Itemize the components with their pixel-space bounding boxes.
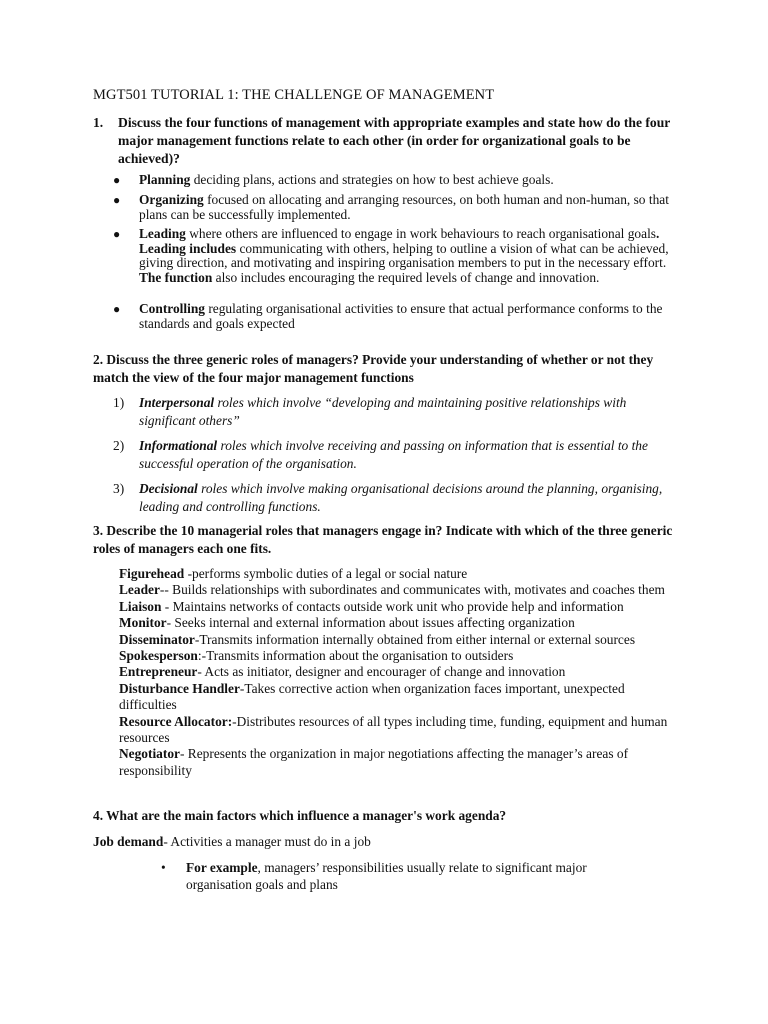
example-description: , managers’ responsibilities usually relate to significant major organisation goals and plans: [186, 860, 587, 892]
role-description: roles which involve “developing and maintaining positive relationships with significant others”: [139, 395, 627, 428]
question-1-text: Discuss the four functions of management with appropriate examples and state how do the four major management functions relate to each other (in order for organizational goals to be achieved)?: [118, 115, 671, 166]
function-emphasis: . Leading includes: [139, 226, 660, 256]
job-demand-term: Job demand: [93, 834, 164, 849]
role-term: Informational: [139, 438, 218, 453]
role-term: Liaison: [119, 598, 162, 614]
role-description: -Distributes resources of all types including time, funding, equipment and human resources: [119, 713, 668, 746]
question-3: 3. Describe the 10 managerial roles that managers engage in? Indicate with which of the three generic roles of managers each one fits.: [93, 523, 673, 556]
function-description: also includes encouraging the required levels of change and innovation.: [212, 269, 600, 285]
role-term: Resource Allocator:: [119, 713, 233, 729]
bullet-icon: ●: [113, 173, 121, 187]
function-description: where others are influenced to engage in work behaviours to reach organisational goals: [185, 226, 657, 241]
role-term: Interpersonal: [139, 395, 215, 410]
role-number: 1): [113, 395, 125, 410]
function-description: focused on allocating and arranging resources, on both human and non-human, so that plans can be successfully implemented.: [139, 192, 669, 222]
function-emphasis: The function: [139, 269, 213, 285]
managerial-role: [119, 632, 674, 648]
role-term: Disturbance Handler: [119, 680, 240, 696]
role-term: Negotiator: [119, 746, 180, 762]
role-description: -Takes corrective action when organization faces important, unexpected difficulties: [119, 680, 625, 713]
role-description: - Maintains networks of contacts outside work unit who provide help and information: [161, 598, 624, 614]
role-term: Decisional: [139, 481, 198, 496]
managerial-roles-list: [119, 566, 674, 779]
bullet-icon: ●: [113, 302, 121, 316]
function-description: communicating with others, helping to outline a vision of what can be achieved, giving direction, and motivating and inspiring organisation members to put in the necessary effort.: [139, 240, 669, 271]
role-description: - Acts as initiator, designer and encourager of change and innovation: [197, 664, 566, 680]
function-description: deciding plans, actions and strategies on how to best achieve goals.: [190, 172, 554, 187]
managerial-role: [119, 566, 674, 582]
role-term: Figurehead: [119, 566, 185, 581]
managerial-role: [119, 664, 674, 680]
role-term: Leader: [119, 582, 160, 598]
job-demand-description: - Activities a manager must do in a job: [163, 834, 371, 849]
role-number: 2): [113, 438, 125, 453]
question-1-number: 1.: [93, 115, 104, 130]
function-term: Controlling: [139, 301, 205, 316]
managerial-role: [119, 582, 674, 598]
managerial-role: [119, 615, 674, 631]
managerial-role: [119, 746, 674, 779]
managerial-role: [119, 599, 674, 615]
bullet-icon: ●: [113, 193, 121, 207]
page-title: MGT501 TUTORIAL 1: THE CHALLENGE OF MANAGEMENT: [93, 87, 495, 103]
role-term: Disseminator: [119, 631, 195, 647]
role-description: roles which involve making organisational decisions around the planning, organising, leading and controlling functions.: [139, 481, 663, 514]
role-description: -Transmits information internally obtained from either internal or external sources: [194, 631, 636, 647]
role-term: Spokesperson: [119, 648, 198, 664]
role-term: Monitor: [119, 615, 167, 631]
role-description: -- Builds relationships with subordinates and communicates with, motivates and coaches them: [159, 582, 665, 598]
function-term: Leading: [139, 226, 186, 241]
job-demand: [93, 834, 371, 850]
question-2: 2. Discuss the three generic roles of managers? Provide your understanding of whether or not they match the view of the four major management functions: [93, 352, 654, 385]
role-description: - Seeks internal and external information about issues affecting organization: [166, 615, 575, 631]
managerial-role: [119, 714, 674, 747]
role-number: 3): [113, 481, 125, 496]
managerial-role: [119, 648, 674, 664]
function-description: regulating organisational activities to ensure that actual performance conforms to the standards and goals expected: [139, 301, 663, 331]
function-term: Planning: [139, 172, 191, 187]
bullet-icon: •: [161, 860, 166, 875]
role-description: -performs symbolic duties of a legal or social nature: [184, 566, 468, 581]
role-description: roles which involve receiving and passing on information that is essential to the successful operation of the organisation.: [139, 438, 648, 471]
example-term: For example: [186, 860, 258, 875]
function-term: Organizing: [139, 192, 204, 207]
managerial-role: [119, 681, 674, 714]
role-description: :-Transmits information about the organisation to outsiders: [197, 648, 514, 664]
role-term: Entrepreneur: [119, 664, 198, 680]
bullet-icon: ●: [113, 227, 121, 241]
role-description: - Represents the organization in major negotiations affecting the manager’s areas of responsibility: [119, 746, 629, 778]
question-4: 4. What are the main factors which influence a manager's work agenda?: [93, 808, 507, 823]
